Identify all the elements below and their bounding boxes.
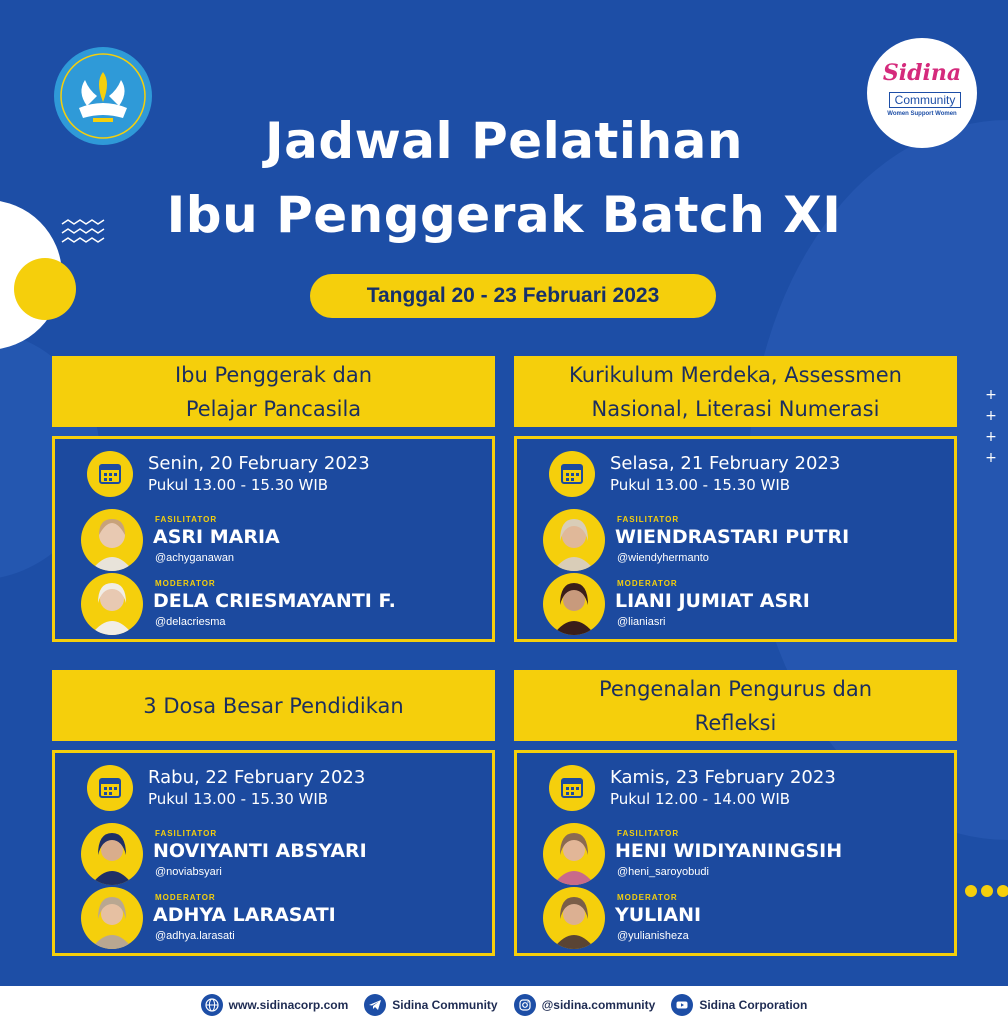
session-card-4 <box>514 750 957 956</box>
topic-line: Pengenalan Pengurus dan <box>598 676 873 701</box>
person-handle: @delacriesma <box>155 616 226 628</box>
role-label: FASILITATOR <box>155 515 218 524</box>
session-card-1 <box>52 436 495 642</box>
role-label: MODERATOR <box>155 579 216 588</box>
youtube-icon <box>671 994 693 1016</box>
person-handle: @noviabsyari <box>155 866 222 878</box>
topic-line: Kurikulum Merdeka, Assessmen <box>569 362 902 387</box>
session-topic-4 <box>514 670 957 741</box>
decor-plus-icons: + + + + <box>985 387 997 466</box>
topic-line: 3 Dosa Besar Pendidikan <box>143 693 404 718</box>
person-name: WIENDRASTARI PUTRI <box>615 526 850 548</box>
sidina-logo-community: Community <box>889 92 961 108</box>
session-date: Rabu, 22 February 2023 <box>148 767 366 788</box>
facilitator <box>81 823 481 887</box>
telegram-icon <box>364 994 386 1016</box>
session-topic-2 <box>514 356 957 427</box>
session-topic-1 <box>52 356 495 427</box>
topic-line: Nasional, Literasi Numerasi <box>591 396 880 421</box>
moderator <box>543 887 943 951</box>
topic-line: Ibu Penggerak dan <box>174 362 373 387</box>
facilitator <box>543 509 943 573</box>
decor-dots-icon <box>963 876 1008 906</box>
facilitator <box>81 509 481 573</box>
calendar-icon <box>549 451 595 497</box>
calendar-icon <box>87 765 133 811</box>
person-name: DELA CRIESMAYANTI F. <box>153 590 396 612</box>
avatar <box>81 887 143 949</box>
session-time: Pukul 13.00 - 15.30 WIB <box>610 476 791 494</box>
avatar <box>543 823 605 885</box>
person-name: HENI WIDIYANINGSIH <box>615 840 843 862</box>
topic-line: Refleksi <box>694 710 777 735</box>
session-time: Pukul 13.00 - 15.30 WIB <box>148 790 329 808</box>
role-label: FASILITATOR <box>617 829 680 838</box>
session-time: Pukul 13.00 - 15.30 WIB <box>148 476 329 494</box>
person-handle: @lianiasri <box>617 616 666 628</box>
facilitator <box>543 823 943 887</box>
session-card-3 <box>52 750 495 956</box>
moderator <box>81 887 481 951</box>
person-name: YULIANI <box>615 904 702 926</box>
footer-youtube[interactable] <box>671 994 807 1016</box>
sidina-logo-word: Sidina <box>882 60 962 86</box>
session-date: Kamis, 23 February 2023 <box>610 767 836 788</box>
moderator <box>543 573 943 637</box>
person-handle: @wiendyhermanto <box>617 552 709 564</box>
person-handle: @achyganawan <box>155 552 235 564</box>
youtube-text: Sidina Corporation <box>699 998 808 1012</box>
avatar <box>81 823 143 885</box>
decor-yellow-circle <box>14 258 76 320</box>
footer-telegram[interactable] <box>364 994 497 1016</box>
globe-icon <box>201 994 223 1016</box>
calendar-icon <box>549 765 595 811</box>
role-label: FASILITATOR <box>155 829 218 838</box>
avatar <box>543 887 605 949</box>
session-date: Selasa, 21 February 2023 <box>610 453 841 474</box>
topic-line: Pelajar Pancasila <box>185 396 362 421</box>
role-label: MODERATOR <box>617 893 678 902</box>
footer-instagram[interactable] <box>514 994 656 1016</box>
avatar <box>543 573 605 635</box>
session-time: Pukul 12.00 - 14.00 WIB <box>610 790 791 808</box>
session-card-2 <box>514 436 957 642</box>
person-handle: @yulianisheza <box>617 930 689 942</box>
page-title-line1: Jadwal Pelatihan <box>264 112 744 170</box>
calendar-icon <box>87 451 133 497</box>
page-title-line2: Ibu Penggerak Batch XI <box>166 186 842 244</box>
avatar <box>81 509 143 571</box>
person-name: ASRI MARIA <box>153 526 280 548</box>
website-text: www.sidinacorp.com <box>228 998 349 1012</box>
person-handle: @heni_saroyobudi <box>617 866 709 878</box>
person-name: NOVIYANTI ABSYARI <box>153 840 367 862</box>
instagram-text: @sidina.community <box>541 998 656 1012</box>
instagram-icon <box>514 994 536 1016</box>
footer <box>0 986 1008 1024</box>
session-date: Senin, 20 February 2023 <box>148 453 370 474</box>
avatar <box>81 573 143 635</box>
moderator <box>81 573 481 637</box>
role-label: MODERATOR <box>155 893 216 902</box>
footer-website[interactable] <box>201 994 349 1016</box>
session-topic-3 <box>52 670 495 741</box>
date-range-badge: Tanggal 20 - 23 Februari 2023 <box>310 274 716 318</box>
telegram-text: Sidina Community <box>392 998 498 1012</box>
sidina-logo-tagline: Women Support Women <box>887 111 957 117</box>
person-name: LIANI JUMIAT ASRI <box>615 590 810 612</box>
person-name: ADHYA LARASATI <box>153 904 336 926</box>
person-handle: @adhya.larasati <box>155 930 235 942</box>
role-label: FASILITATOR <box>617 515 680 524</box>
role-label: MODERATOR <box>617 579 678 588</box>
avatar <box>543 509 605 571</box>
